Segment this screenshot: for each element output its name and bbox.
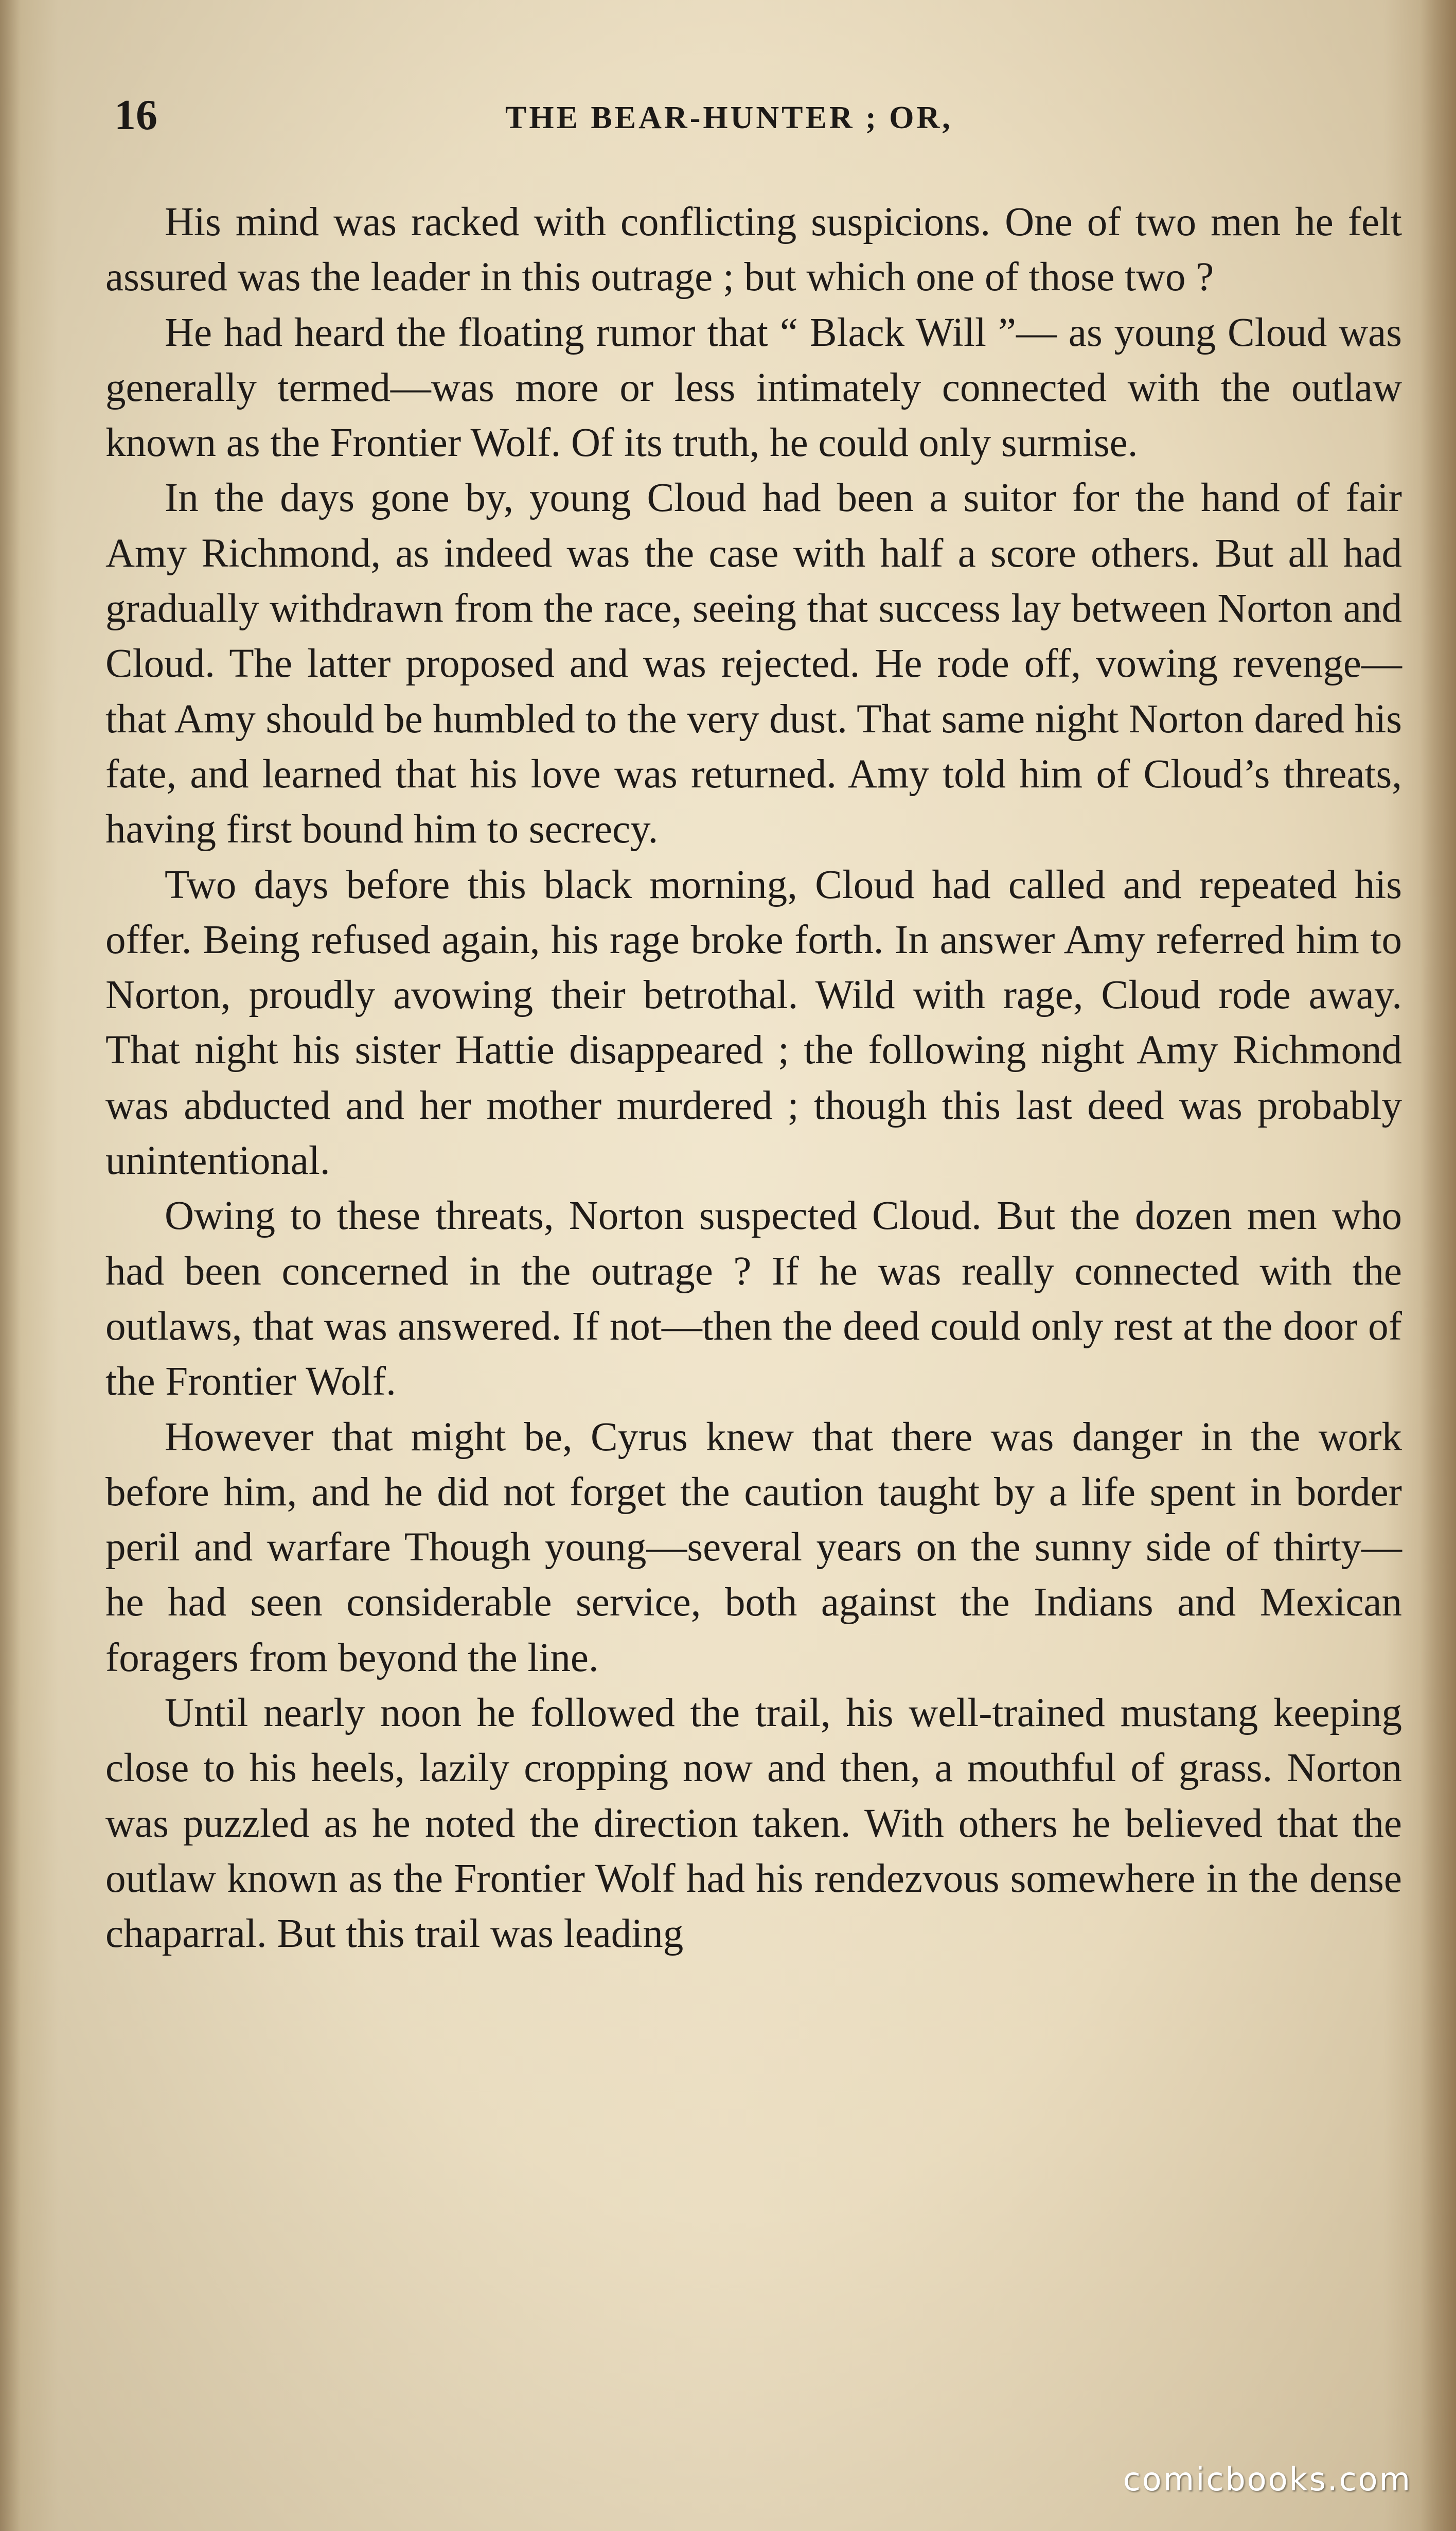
paragraph: Owing to these threats, Norton suspected Cloud. But the dozen men who had been concerned in the outrage ? If he was really connected with the outlaws, that was answered. If not—then the deed could only rest at the door of the Frontier Wolf.: [105, 1193, 1402, 1404]
paragraph: In the days gone by, young Cloud had been a suitor for the hand of fair Amy Richmond, as indeed was the case with half a score others. But all had gradually withdrawn from the race, seeing that success lay between Norton and Cloud. The latter proposed and was rejected. He rode off, vowing revenge—that Amy should be humbled to the very dust. That same night Norton dared his fate, and learned that his love was returned. Amy told him of Cloud’s threats, having first bound him to secrecy.: [105, 476, 1402, 852]
watermark: comicbooks.com: [1123, 2460, 1412, 2498]
paragraph: His mind was racked with conflicting suspicions. One of two men he felt assured was the leader in this outrage ; but which one of those two ?: [105, 200, 1402, 300]
page-number: 16: [114, 91, 157, 139]
paragraph: Two days before this black morning, Cloud had called and repeated his offer. Being refused again, his rage broke forth. In answer Amy referred him to Norton, proudly avowing their betrothal. Wild with rage, Cloud rode away. That night his sister Hattie disappeared ; the following night Amy Richmond was abducted and her mother murdered ; though this last deed was probably unintentional.: [105, 862, 1402, 1184]
paragraph: Until nearly noon he followed the trail, his well-trained mustang keeping close to his heels, lazily cropping now and then, a mouthful of grass. Norton was puzzled as he noted the direction taken. With others he believed that the outlaw known as the Frontier Wolf had his rendezvous somewhere in the dense chaparral. But this trail was leading: [105, 1691, 1402, 1957]
page-header: [114, 82, 1411, 144]
body-text: [105, 195, 1402, 1962]
paragraph: However that might be, Cyrus knew that there was danger in the work before him, and he did not forget the caution taught by a life spent in border peril and warfare Though young—several years on the sunny side of thirty— he had seen considerable service, both against the Indians and Mexican foragers from beyond the line.: [105, 1414, 1402, 1680]
page-right-edge-shadow: [1420, 0, 1456, 2531]
paragraph: He had heard the floating rumor that “ Black Will ”— as young Cloud was generally termed—was more or less intimately connected with the outlaw known as the Frontier Wolf. Of its truth, he could only surmise.: [105, 310, 1402, 466]
running-head: THE BEAR-HUNTER ; OR,: [505, 100, 953, 135]
page-left-edge-shadow: [0, 0, 21, 2531]
